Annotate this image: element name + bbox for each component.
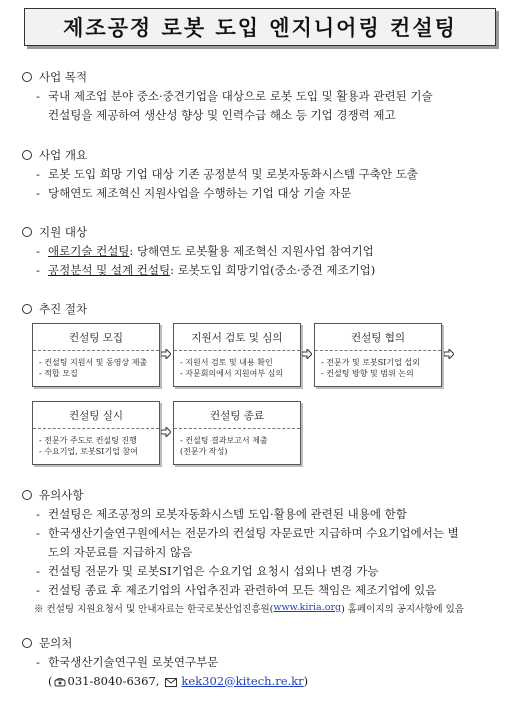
section-notes — [22, 486, 512, 616]
section-procedure — [22, 300, 512, 318]
flow-arrow-icon — [444, 349, 454, 359]
overview-item: - 당해연도 제조혁신 지원사업을 수행하는 기업 대상 기술 자문 — [36, 185, 352, 200]
phone-number: 031-8040-6367, — [67, 673, 160, 688]
section-heading: 사업 개요 — [22, 146, 512, 164]
flow-step-recruit: 컨설팅 모집 - 컨설팅 지원서 및 동영상 제출 - 적합 모집 — [32, 323, 160, 387]
notes-item: - 컨설팅은 제조공정의 로봇자동화시스템 도입·활용에 관련된 내용에 한함 — [36, 506, 407, 521]
flow-step-finish: 컨설팅 종료 - 컨설팅 결과보고서 제출 (전문가 작성) — [173, 401, 301, 465]
section-target — [22, 223, 512, 279]
circle-bullet-icon — [22, 638, 32, 648]
flow-arrow-icon — [161, 427, 171, 437]
phone-icon — [54, 676, 66, 686]
kiria-link[interactable]: www.kiria.org — [273, 602, 342, 613]
notes-item-cont: 도의 자문료를 지급하지 않음 — [48, 544, 193, 559]
purpose-line-cont: 컨설팅을 제공하여 생산성 향상 및 인력수급 해소 등 기업 경쟁력 제고 — [48, 107, 396, 122]
section-heading: 유의사항 — [22, 486, 512, 504]
target-item: - 애로기술 컨설팅 : 당해연도 로봇활용 제조혁신 지원사업 참여기업 — [36, 243, 374, 258]
footnote: ※ 컨설팅 지원요청서 및 안내자료는 한국로봇산업진흥원( www.kiria.org ) 홈페이지의 공지사항에 있음 — [34, 602, 464, 615]
notes-item: - 한국생산기술연구원에서는 전문가의 컨설팅 자문료만 지급하며 수요기업에서는 별 — [36, 525, 459, 540]
section-heading: 사업 목적 — [22, 68, 512, 86]
section-heading: 추진 절차 — [22, 300, 512, 318]
notes-item: - 컨설팅 종료 후 제조기업의 사업추진과 관련하여 모든 책임은 제조기업에 있음 — [36, 582, 437, 597]
target-label: 공정분석 및 설계 컨설팅 — [48, 262, 171, 277]
contact-details: ( 031-8040-6367, kek302@kitech.re.kr ) — [48, 673, 309, 688]
purpose-line: - 국내 제조업 분야 중소·중견기업을 대상으로 로봇 도입 및 활용과 관련된 기술 — [36, 88, 433, 103]
circle-bullet-icon — [22, 304, 32, 314]
circle-bullet-icon — [22, 227, 32, 237]
circle-bullet-icon — [22, 150, 32, 160]
flow-step-consult: 컨설팅 협의 - 전문가 및 로봇SI기업 섭외 - 컨설팅 방향 및 범위 논의 — [314, 323, 442, 387]
title-box — [24, 8, 496, 46]
target-label: 애로기술 컨설팅 — [48, 243, 130, 258]
flow-step-review: 지원서 검토 및 심의 - 지원서 검토 및 내용 확인 - 자문회의에서 지원여부 심의 — [173, 323, 301, 387]
contact-org: - 한국생산기술연구원 로봇연구부문 — [36, 654, 219, 669]
circle-bullet-icon — [22, 490, 32, 500]
target-item: - 공정분석 및 설계 컨설팅 : 로봇도입 희망기업(중소·중견 제조기업) — [36, 262, 376, 277]
page-title: 제조공정 로봇 도입 엔지니어링 컨설팅 — [63, 16, 457, 40]
section-heading: 지원 대상 — [22, 223, 512, 241]
mail-icon — [165, 676, 177, 685]
flow-arrow-icon — [161, 349, 171, 359]
email-link[interactable]: kek302@kitech.re.kr — [181, 673, 304, 688]
overview-item: - 로봇 도입 희망 기업 대상 기존 공정분석 및 로봇자동화시스템 구축안 도출 — [36, 166, 418, 181]
section-overview — [22, 146, 512, 202]
flow-step-execute: 컨설팅 실시 - 전문가 주도로 컨설팅 진행 - 수요기업, 로봇SI기업 참여 — [32, 401, 160, 465]
section-heading: 문의처 — [22, 634, 512, 652]
section-purpose — [22, 68, 512, 124]
flow-arrow-icon — [302, 349, 312, 359]
notes-item: - 컨설팅 전문가 및 로봇SI기업은 수요기업 요청시 섭외나 변경 가능 — [36, 563, 379, 578]
procedure-flowchart — [32, 323, 502, 478]
circle-bullet-icon — [22, 72, 32, 82]
section-contact — [22, 634, 512, 690]
